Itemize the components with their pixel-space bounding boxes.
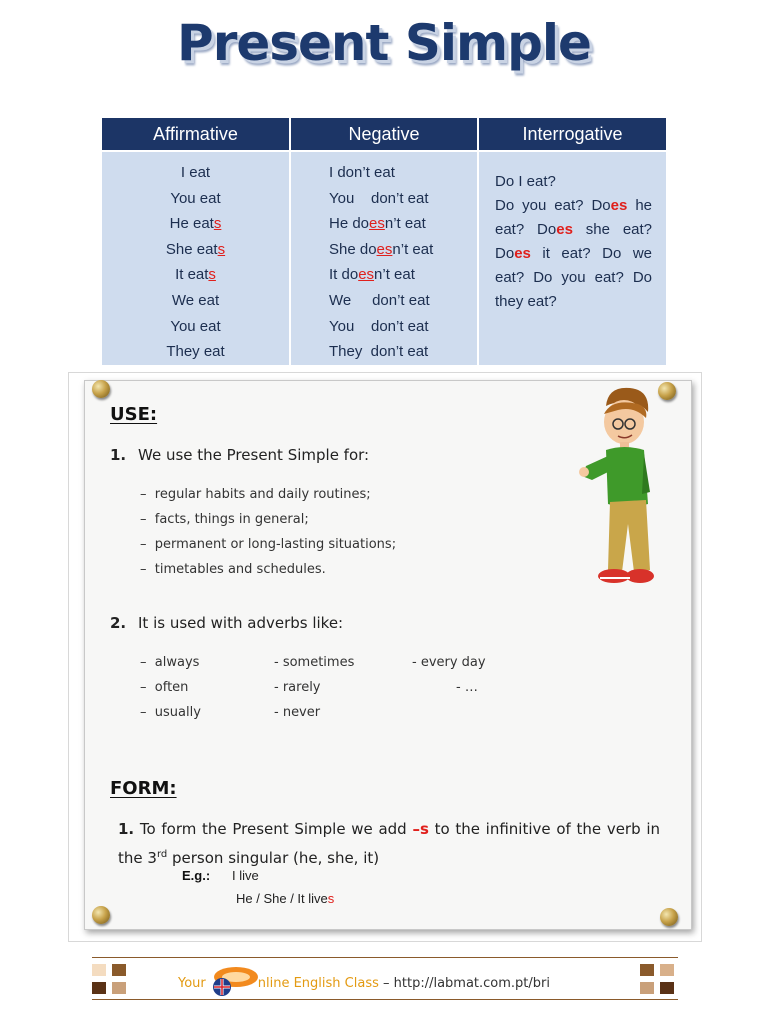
use-bullet: – facts, things in general; [140, 512, 309, 527]
adverb: – often [140, 680, 189, 695]
conjugation-table [102, 118, 666, 365]
adverb: – usually [140, 705, 201, 720]
boy-illustration [578, 384, 668, 588]
decor-square [640, 982, 654, 994]
affirmative-row: You eat [170, 189, 221, 207]
affirmative-row: It eats [175, 266, 216, 284]
negative-row: You don’t eat [329, 317, 429, 335]
thumbtack-icon [92, 380, 110, 398]
header-interrogative: Interrogative [478, 118, 666, 151]
footer-rule [92, 957, 678, 958]
page-title: Present Simple [177, 14, 591, 72]
use-bullet: – timetables and schedules. [140, 562, 326, 577]
interrogative-line: he eat? Does she eat? [495, 197, 653, 238]
adverb: - rarely [274, 680, 321, 695]
negative-column [290, 151, 478, 365]
negative-row: We don’t eat [329, 291, 430, 309]
footer-url-link[interactable]: http://labmat.com.pt/bri [393, 976, 550, 991]
decor-square [112, 982, 126, 994]
affirmative-row: She eats [165, 240, 226, 258]
use-item-1: 1. We use the Present Simple for: [110, 446, 370, 464]
form-heading: FORM: [110, 778, 177, 799]
use-item-2: 2. It is used with adverbs like: [110, 614, 344, 632]
example-2: He / She / It lives [236, 891, 335, 906]
decor-square [112, 964, 126, 976]
interrogative-column [478, 151, 666, 365]
adverb: - never [274, 705, 321, 720]
footer-tagline: Your nline English Class – http://labmat.com.pt/bri [178, 976, 550, 991]
interrogative-line: Do I eat? [495, 173, 556, 190]
affirmative-row: He eats [169, 215, 222, 233]
adverb: - sometimes [274, 655, 355, 670]
negative-row: You don’t eat [329, 189, 429, 207]
negative-row: She doesn’t eat [329, 240, 434, 258]
use-bullet: – regular habits and daily routines; [140, 487, 371, 502]
use-heading: USE: [110, 404, 158, 425]
decor-square [660, 964, 674, 976]
adverb: - … [456, 680, 478, 695]
interrogative-line: Does it eat? Do we eat? Do you eat? Do they eat? [495, 245, 653, 310]
affirmative-row: You eat [170, 317, 221, 335]
negative-row: I don’t eat [329, 164, 395, 181]
example-1: I live [232, 868, 259, 883]
form-rule: 1. To form the Present Simple we add –s to the infinitive of the verb in the 3rd person singular (he, she, it) [118, 820, 661, 867]
affirmative-row: We eat [171, 291, 220, 309]
use-bullet: – permanent or long-lasting situations; [140, 537, 397, 552]
affirmative-column [102, 151, 290, 365]
adverb: - every day [412, 655, 486, 670]
example-label: E.g.: [182, 868, 211, 883]
footer-rule [92, 999, 678, 1000]
negative-row: It doesn’t eat [329, 266, 415, 284]
header-negative: Negative [290, 118, 478, 151]
affirmative-row: They eat [166, 343, 225, 361]
interrogative-line: Do you eat? Does [495, 197, 628, 214]
thumbtack-icon [92, 906, 110, 924]
adverb: – always [140, 655, 200, 670]
negative-row: They don’t eat [329, 343, 429, 361]
decor-square [92, 964, 106, 976]
affirmative-row: I eat [180, 164, 211, 181]
decor-square [92, 982, 106, 994]
decor-square [640, 964, 654, 976]
negative-row: He doesn’t eat [329, 215, 426, 233]
decor-square [660, 982, 674, 994]
header-affirmative: Affirmative [102, 118, 290, 151]
thumbtack-icon [660, 908, 678, 926]
